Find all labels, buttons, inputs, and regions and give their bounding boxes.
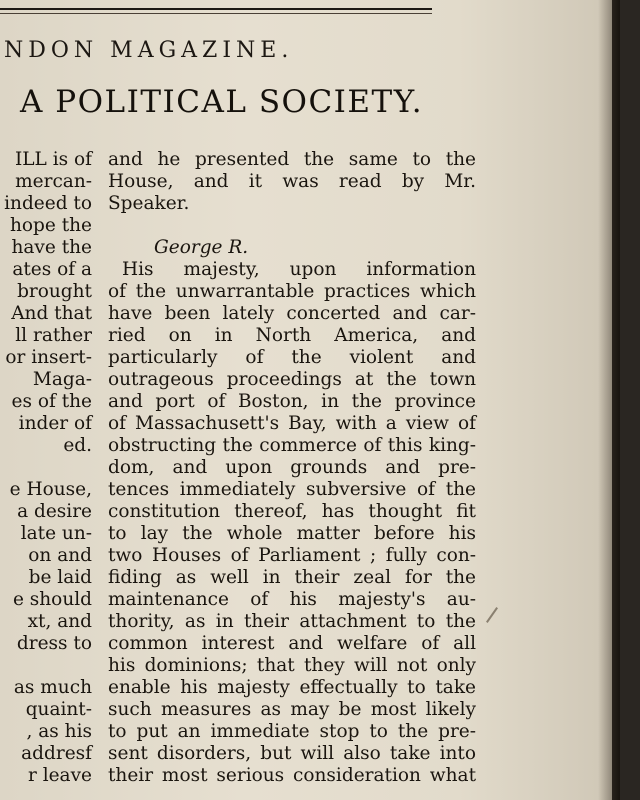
right-line: obstructing the commerce of this king- [108, 435, 476, 456]
left-line: late un- [20, 523, 92, 544]
right-line: and port of Boston, in the province [108, 391, 476, 412]
left-line: ates of a [12, 259, 92, 280]
left-line: have the [11, 237, 92, 258]
right-line: constitution thereof, has thought fit [108, 501, 476, 522]
right-line: thority, as in their attachment to the [108, 611, 476, 632]
left-line: ed. [63, 435, 92, 456]
right-line: have been lately concerted and car- [108, 303, 476, 324]
right-line: Speaker. [108, 193, 190, 214]
left-line: e House, [9, 479, 92, 500]
left-line: on and [28, 545, 92, 566]
running-head: NDON MAGAZINE. [4, 38, 294, 63]
left-line: ll rather [15, 325, 92, 346]
left-line: es of the [11, 391, 92, 412]
right-line: tences immediately subversive of the [108, 479, 476, 500]
left-line: be laid [28, 567, 92, 588]
left-line: as much [13, 677, 92, 698]
left-line: xt, and [27, 611, 92, 632]
right-line: dom, and upon grounds and pre- [108, 457, 476, 478]
right-line: outrageous proceedings at the town [108, 369, 476, 390]
right-line: two Houses of Parliament ; fully con- [108, 545, 476, 566]
page-edge-shadow [598, 0, 620, 800]
left-line: , as his [26, 721, 92, 742]
left-line: dress to [16, 633, 92, 654]
left-line: brought [17, 281, 92, 302]
right-line: his dominions; that they will not only [108, 655, 476, 676]
right-line: ried on in North America, and [108, 325, 476, 346]
left-line: or insert- [5, 347, 92, 368]
right-line: fiding as well in their zeal for the [108, 567, 476, 588]
right-line: particularly of the violent and [108, 347, 476, 368]
right-line: of the unwarrantable practices which [108, 281, 476, 302]
left-line: addresf [21, 743, 92, 764]
left-line: ILL is of [14, 149, 92, 170]
right-line: maintenance of his majesty's au- [108, 589, 476, 610]
left-line [0, 456, 92, 479]
right-line: common interest and welfare of all [108, 633, 476, 654]
left-line: And that [11, 303, 92, 324]
right-line: House, and it was read by Mr. [108, 171, 476, 192]
left-line: r leave [27, 765, 92, 786]
left-line: e should [12, 589, 92, 610]
salutation: George R. [154, 237, 249, 258]
left-line [0, 654, 92, 677]
right-line: such measures as may be most likely [108, 699, 476, 720]
top-rule-thin [0, 13, 432, 14]
right-line: to lay the whole matter before his [108, 523, 476, 544]
left-line: indeed to [4, 193, 92, 214]
right-line: to put an immediate stop to the pre- [108, 721, 476, 742]
pencil-mark [486, 607, 498, 623]
left-line: hope the [9, 215, 92, 236]
left-line: a desire [17, 501, 92, 522]
right-line: His majesty, upon information [122, 259, 476, 280]
left-line: mercan- [15, 171, 92, 192]
left-line: quaint- [25, 699, 92, 720]
right-line: sent disorders, but will also take into [108, 743, 476, 764]
article-title: A POLITICAL SOCIETY. [20, 84, 424, 120]
left-line: Maga- [32, 369, 92, 390]
right-line [108, 214, 476, 237]
right-line: of Massachusett's Bay, with a view of [108, 413, 476, 434]
right-line: their most serious consideration what [108, 765, 476, 786]
right-line: and he presented the same to the [108, 149, 476, 170]
top-rule [0, 8, 432, 10]
right-line: enable his majesty effectually to take [108, 677, 476, 698]
left-line: inder of [18, 413, 92, 434]
